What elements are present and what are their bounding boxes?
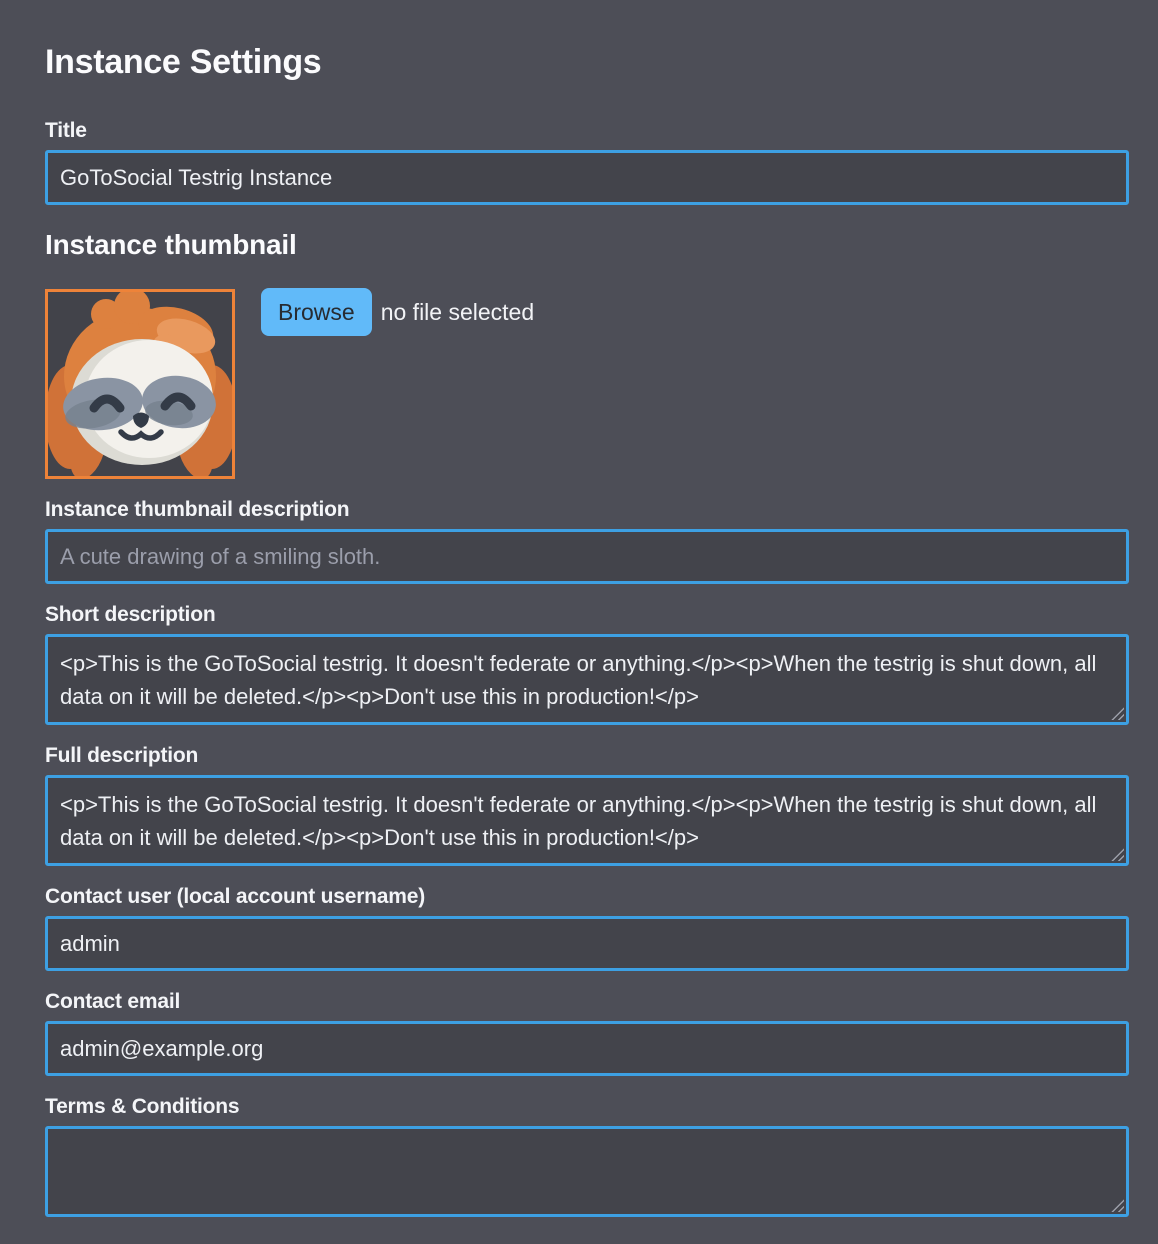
contact-email-field [45,989,1129,1076]
thumbnail-description-input[interactable] [45,529,1129,584]
full-description-label: Full description [45,744,199,768]
full-description-field [45,743,1129,866]
thumbnail-section-heading: Instance thumbnail [45,229,297,261]
short-description-label: Short description [45,603,216,627]
thumbnail-description-label: Instance thumbnail description [45,498,350,522]
instance-thumbnail-preview [45,289,235,479]
contact-user-input[interactable] [45,916,1129,971]
title-field [45,118,1129,205]
browse-button[interactable]: Browse [261,288,372,336]
sloth-logo-icon [48,292,232,476]
contact-user-field [45,884,1129,971]
file-status-text: no file selected [380,298,535,325]
contact-email-input[interactable] [45,1021,1129,1076]
terms-textarea[interactable] [45,1126,1129,1217]
contact-user-label: Contact user (local account username) [45,885,426,909]
title-input[interactable] [45,150,1129,205]
page-title: Instance Settings [45,43,322,81]
short-description-field [45,602,1129,725]
short-description-textarea[interactable] [45,634,1129,725]
full-description-textarea[interactable] [45,775,1129,866]
title-label: Title [45,119,87,143]
thumbnail-description-field [45,497,1129,584]
file-input-row [261,288,534,336]
thumbnail-row [45,289,1129,479]
terms-label: Terms & Conditions [45,1095,240,1119]
terms-field [45,1094,1129,1217]
contact-email-label: Contact email [45,990,181,1014]
